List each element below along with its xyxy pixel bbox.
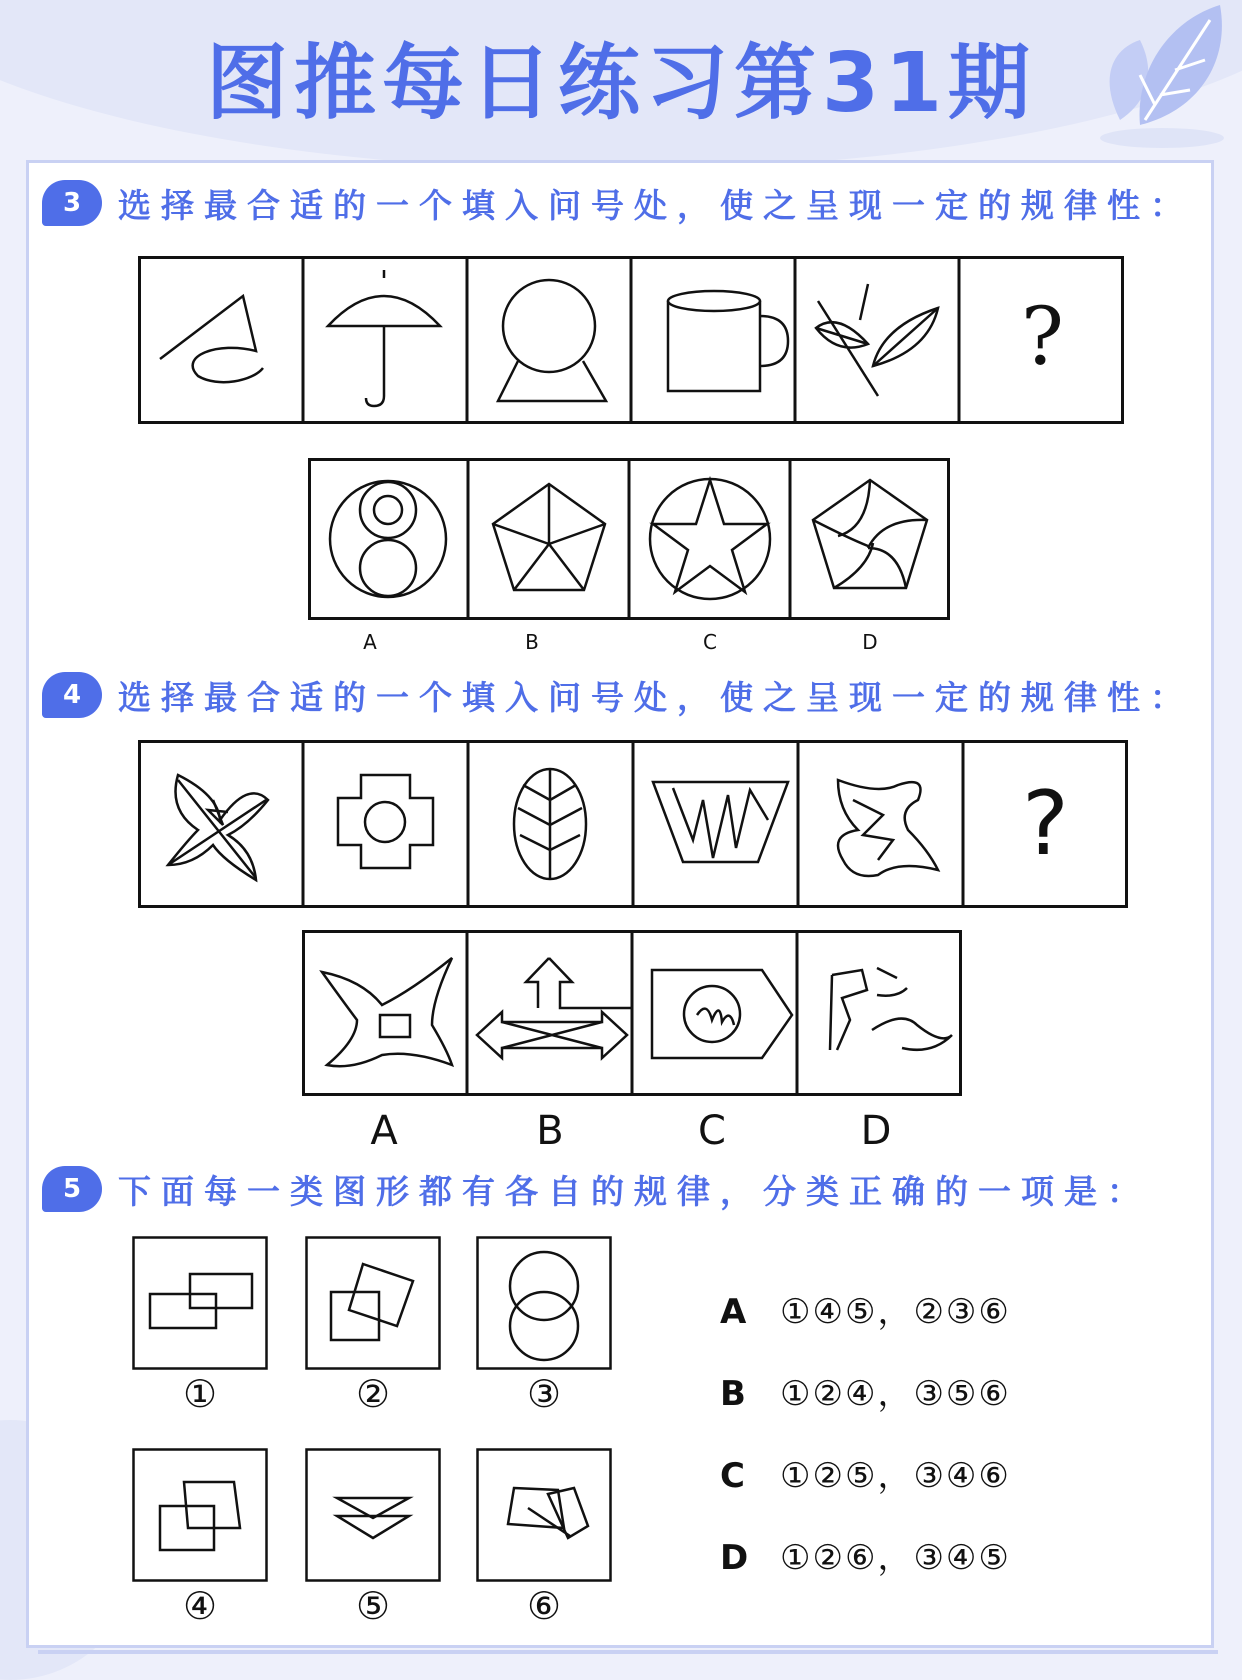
question-5-figure-label-6: ⑥ — [526, 1584, 562, 1628]
question-4-option-label-b: B — [536, 1108, 564, 1154]
answer-option-a — [720, 1284, 1011, 1333]
question-4-options — [302, 930, 962, 1096]
answer-option-a-text: ①④⑤，②③⑥ — [780, 1292, 1011, 1332]
question-3-option-label-d: D — [862, 630, 878, 654]
question-5-figure-1 — [132, 1236, 268, 1370]
question-3-prompt: 选择最合适的一个填入问号处，使之呈现一定的规律性： — [118, 186, 1193, 225]
answer-option-b — [720, 1366, 1011, 1415]
question-5-figure-3 — [476, 1236, 612, 1370]
answer-option-c — [720, 1448, 1011, 1497]
question-3-options — [308, 458, 950, 620]
question-4-question-mark: ? — [1022, 772, 1069, 875]
answer-option-c-text: ①②⑤，③④⑥ — [780, 1456, 1011, 1496]
question-4-badge: 4 — [42, 672, 102, 718]
question-4-option-label-d: D — [860, 1108, 892, 1154]
answer-option-c-letter: C — [720, 1456, 745, 1496]
question-5-figure-2 — [305, 1236, 441, 1370]
page-title: 图推每日练习第31期 — [205, 36, 1037, 131]
question-3-badge: 3 — [42, 180, 102, 226]
question-5-figure-label-5: ⑤ — [355, 1584, 391, 1628]
question-5-figure-6 — [476, 1448, 612, 1582]
question-5-figure-label-4: ④ — [182, 1584, 218, 1628]
question-5-figure-4 — [132, 1448, 268, 1582]
question-3-option-label-b: B — [525, 630, 539, 654]
question-5-figure-5 — [305, 1448, 441, 1582]
answer-option-d-text: ①②⑥，③④⑤ — [780, 1538, 1011, 1578]
question-3-option-label-c: C — [703, 630, 717, 654]
answer-option-d — [720, 1530, 1011, 1579]
question-5-figure-label-1: ① — [182, 1372, 218, 1416]
answer-option-d-letter: D — [720, 1538, 749, 1578]
question-5-badge: 5 — [42, 1166, 102, 1212]
question-3-question-mark: ? — [1021, 290, 1064, 383]
answer-option-a-letter: A — [720, 1292, 747, 1332]
question-4-prompt: 选择最合适的一个填入问号处，使之呈现一定的规律性： — [118, 678, 1193, 717]
question-3-option-label-a: A — [363, 630, 377, 654]
question-5-prompt: 下面每一类图形都有各自的规律，分类正确的一项是： — [118, 1172, 1150, 1211]
question-5-figure-label-2: ② — [355, 1372, 391, 1416]
answer-option-b-letter: B — [720, 1374, 746, 1414]
question-4-option-label-a: A — [370, 1108, 398, 1154]
question-4-option-label-c: C — [698, 1108, 726, 1154]
answer-option-b-text: ①②④，③⑤⑥ — [780, 1374, 1011, 1414]
question-5-figure-label-3: ③ — [526, 1372, 562, 1416]
card-edge — [38, 1650, 1218, 1654]
